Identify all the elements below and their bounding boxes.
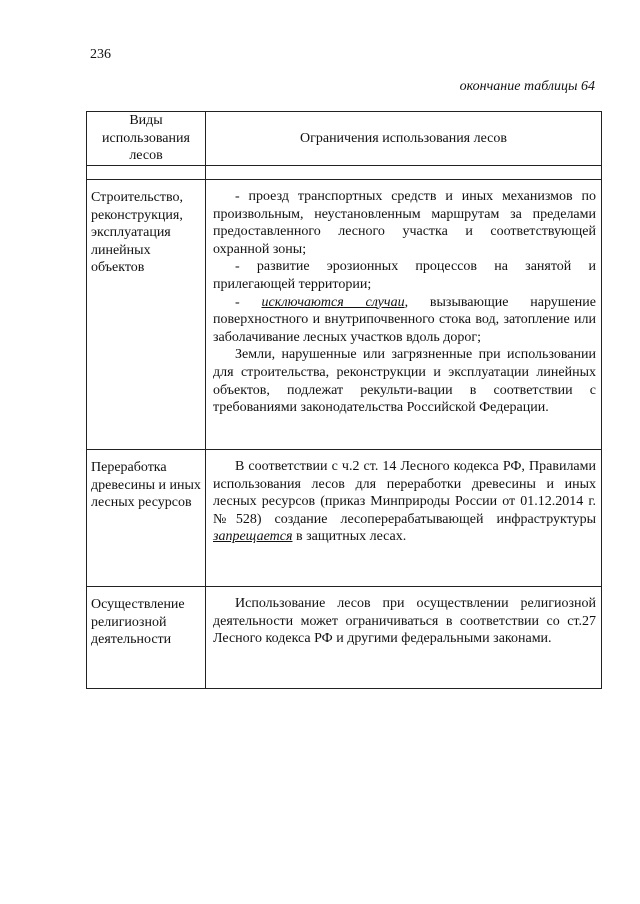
table-continuation-caption: окончание таблицы 64 — [459, 79, 595, 94]
use-type-cell: Строительство, реконструкция, эксплуатация линейных объектов — [87, 180, 206, 450]
restriction-paragraph: Земли, нарушенные или загрязненные при использовании для строительства, реконструкции и эксплуатации линейных объектов, подлежат рекульти-вации в соответствии с требованиями законодательства Российской Федерации. — [213, 347, 596, 416]
forest-use-restrictions-table — [86, 111, 602, 689]
table-row — [87, 180, 602, 450]
text-span: , вызывающие нарушение поверхностного и внутрипочвенного стока вод, затопление или заболачивание лесных участков вдоль дорог; — [213, 294, 596, 345]
restriction-paragraph: - проезд транспортных средств и иных механизмов по произвольным, неустановленным маршрутам за пределами предоставленного лесного участка и соответствующей охранной зоны; — [213, 189, 596, 257]
emphasized-text: исключаются случаи — [261, 294, 405, 310]
restriction-paragraph: Использование лесов при осуществлении религиозной деятельности может ограничиваться в соответствии со ст.27 Лесного кодекса РФ и другими федеральными законами. — [213, 596, 596, 647]
restriction-cell — [206, 450, 602, 587]
text-span: В соответствии с ч.2 ст. 14 Лесного кодекса РФ, Правилами использования лесов для переработки древесины и иных лесных ресурсов (приказ Минприроды России от 01.12.2014 г. №528) создание лесоперерабатывающей инфраструктуры — [213, 459, 596, 527]
restriction-paragraph — [213, 294, 596, 347]
page-number: 236 — [90, 47, 111, 62]
restriction-cell — [206, 180, 602, 450]
restriction-paragraph — [213, 458, 596, 546]
text-span: - — [235, 294, 262, 310]
table-spacer-row — [87, 166, 602, 180]
text-span: в защитных лесах. — [292, 529, 407, 545]
restriction-cell — [206, 587, 602, 689]
header-use-types: Виды использования лесов — [87, 112, 206, 166]
header-restrictions: Ограничения использования лесов — [206, 112, 602, 166]
emphasized-text: запрещается — [213, 529, 293, 545]
table-header-row — [87, 112, 602, 166]
table-row — [87, 450, 602, 587]
use-type-cell: Переработка древесины и иных лесных ресурсов — [87, 450, 206, 587]
use-type-cell: Осуществление религиозной деятельности — [87, 587, 206, 689]
table-row — [87, 587, 602, 689]
restriction-paragraph: - развитие эрозионных процессов на занятой и прилегающей территории; — [213, 259, 596, 292]
